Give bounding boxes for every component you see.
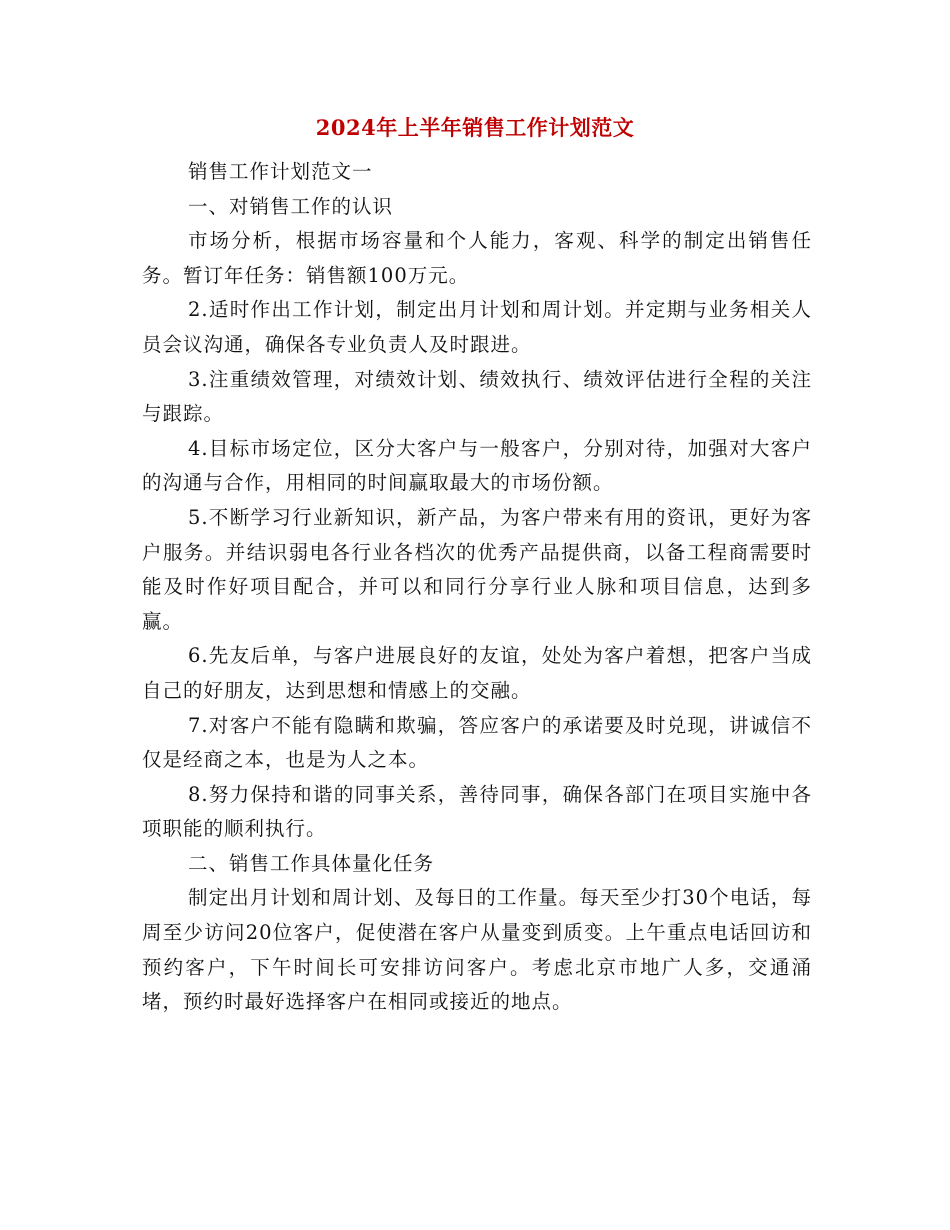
paragraph-quantified-tasks: 制定出月计划和周计划、及每日的工作量。每天至少打30个电话，每周至少访问20位客户，促使潜在客户从量变到质变。上午重点电话回访和预约客户，下午时间长可安排访问客户。考虑北京市地广人多，交通涌堵，预约时最好选择客户在相同或接近的地点。 [142, 886, 812, 1014]
document-body [142, 155, 812, 1020]
paragraph-item-4: 4.目标市场定位，区分大客户与一般客户，分别对待，加强对大客户的沟通与合作，用相同的时间赢取最大的市场份额。 [142, 436, 812, 495]
paragraph-item-8: 8.努力保持和谐的同事关系，善待同事，确保各部门在项目实施中各项职能的顺利执行。 [142, 782, 812, 841]
paragraph-item-7: 7.对客户不能有隐瞒和欺骗，答应客户的承诺要及时兑现，讲诚信不仅是经商之本，也是为人之本。 [142, 713, 812, 772]
document-title: 2024年上半年销售工作计划范文 [315, 115, 635, 140]
paragraph-item-5: 5.不断学习行业新知识，新产品，为客户带来有用的资讯，更好为客户服务。并结识弱电各行业各档次的优秀产品提供商，以备工程商需要时能及时作好项目配合，并可以和同行分享行业人脉和项目信息，达到多赢。 [142, 505, 812, 633]
paragraph-item-2: 2.适时作出工作计划，制定出月计划和周计划。并定期与业务相关人员会议沟通，确保各专业负责人及时跟进。 [142, 298, 812, 356]
paragraph-heading-sample-one: 销售工作计划范文一 [188, 160, 373, 183]
paragraph-section-one-heading: 一、对销售工作的认识 [188, 194, 394, 218]
paragraph-section-two-heading: 二、销售工作具体量化任务 [188, 851, 435, 875]
paragraph-item-6: 6.先友后单，与客户进展良好的友谊，处处为客户着想，把客户当成自己的好朋友，达到思想和情感上的交融。 [142, 644, 812, 702]
paragraph-item-3: 3.注重绩效管理，对绩效计划、绩效执行、绩效评估进行全程的关注与跟踪。 [142, 367, 812, 426]
paragraph-market-analysis: 市场分析，根据市场容量和个人能力，客观、科学的制定出销售任务。暂订年任务：销售额100万元。 [142, 229, 812, 287]
